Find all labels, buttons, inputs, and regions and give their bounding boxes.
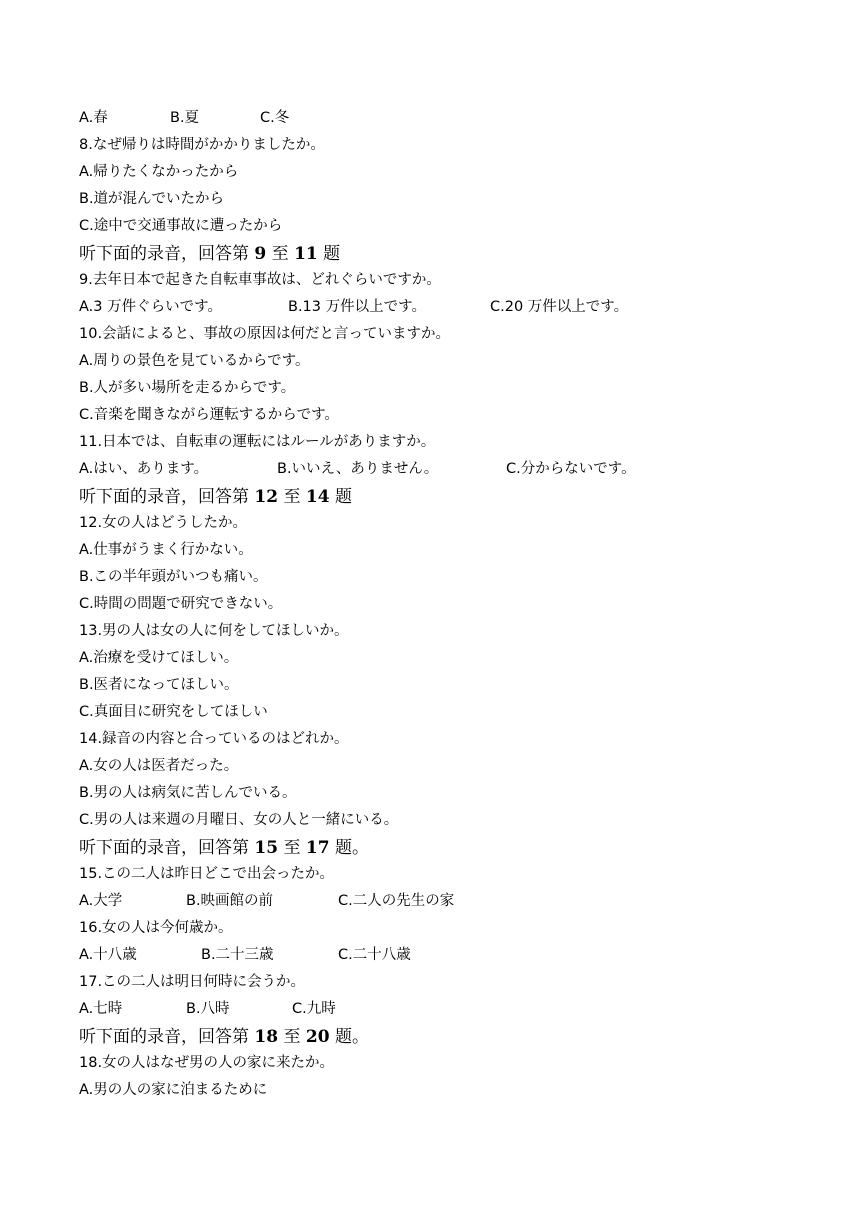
option-b: B.夏 (170, 110, 200, 126)
heading-text: 题 (323, 244, 341, 264)
heading-text: 听下面的录音，回答第 (79, 1027, 249, 1047)
heading-text: 至 (283, 1027, 301, 1047)
q13-option-a: A.治療を受けてほしい。 (79, 650, 239, 666)
question-17: 17.この二人は明日何時に会うか。 (79, 974, 306, 990)
option-b: B.二十三歳 (201, 947, 274, 963)
question-11: 11.日本では、自転車の運転にはルールがありますか。 (79, 434, 436, 450)
heading-text: 听下面的录音，回答第 (79, 487, 249, 507)
option-c: C.二人の先生の家 (338, 893, 455, 909)
heading-number-start: 9 (254, 244, 267, 264)
question-13: 13.男の人は女の人に何をしてほしいか。 (79, 623, 349, 639)
heading-text: 题。 (334, 838, 369, 858)
option-c: C.分からないです。 (506, 461, 636, 477)
q10-option-b: B.人が多い場所を走るからです。 (79, 380, 296, 396)
option-b: B.いいえ、ありません。 (277, 461, 439, 477)
heading-text: 听下面的录音，回答第 (79, 244, 249, 264)
option-c: C.20 万件以上です。 (490, 299, 629, 315)
q14-option-a: A.女の人は医者だった。 (79, 758, 239, 774)
option-b: B.13 万件以上です。 (288, 299, 426, 315)
q13-option-b: B.医者になってほしい。 (79, 677, 239, 693)
q8-option-c: C.途中で交通事故に遭ったから (79, 218, 283, 234)
q8-option-b: B.道が混んでいたから (79, 191, 225, 207)
q10-option-c: C.音楽を聞きながら運転するからです。 (79, 407, 339, 423)
q18-option-a: A.男の人の家に泊まるために (79, 1082, 268, 1098)
option-a: A.七時 (79, 1001, 123, 1017)
section-heading-12-14 (79, 487, 352, 508)
q12-option-a: A.仕事がうまく行かない。 (79, 542, 253, 558)
q13-option-c: C.真面目に研究をしてほしい (79, 704, 268, 720)
q12-option-b: B.この半年頭がいつも痛い。 (79, 569, 268, 585)
question-15: 15.この二人は昨日どこで出会ったか。 (79, 866, 335, 882)
heading-number-start: 15 (254, 838, 279, 858)
q14-option-b: B.男の人は病気に苦しんでいる。 (79, 785, 297, 801)
option-c: C.九時 (292, 1001, 336, 1017)
section-heading-18-20 (79, 1027, 369, 1048)
heading-text: 听下面的录音，回答第 (79, 838, 249, 858)
question-8: 8.なぜ帰りは時間がかかりましたか。 (79, 137, 325, 153)
option-a: A.3 万件ぐらいです。 (79, 299, 222, 315)
question-14: 14.録音の内容と合っているのはどれか。 (79, 731, 349, 747)
option-a: A.十八歳 (79, 947, 137, 963)
option-a: A.はい、あります。 (79, 461, 209, 477)
heading-text: 题 (334, 487, 352, 507)
heading-text: 至 (271, 244, 289, 264)
question-18: 18.女の人はなぜ男の人の家に来たか。 (79, 1055, 335, 1071)
q14-option-c: C.男の人は来週の月曜日、女の人と一緒にいる。 (79, 812, 399, 828)
question-9: 9.去年日本で起きた自転車事故は、どれぐらいですか。 (79, 272, 441, 288)
heading-number-start: 12 (254, 487, 279, 507)
q12-option-c: C.時間の問題で研究できない。 (79, 596, 283, 612)
heading-text: 题。 (334, 1027, 369, 1047)
section-heading-9-11 (79, 244, 340, 265)
heading-number-start: 18 (254, 1027, 279, 1047)
heading-number-end: 14 (305, 487, 330, 507)
option-c: C.二十八歳 (338, 947, 411, 963)
option-a: A.春 (79, 110, 108, 126)
section-heading-15-17 (79, 838, 369, 859)
option-b: B.映画館の前 (186, 893, 274, 909)
q8-option-a: A.帰りたくなかったから (79, 164, 239, 180)
question-10: 10.会話によると、事故の原因は何だと言っていますか。 (79, 326, 451, 342)
option-a: A.大学 (79, 893, 123, 909)
heading-number-end: 11 (294, 244, 318, 264)
heading-text: 至 (283, 838, 301, 858)
question-16: 16.女の人は今何歳か。 (79, 920, 233, 936)
heading-number-end: 20 (305, 1027, 330, 1047)
heading-text: 至 (283, 487, 301, 507)
heading-number-end: 17 (305, 838, 330, 858)
q10-option-a: A.周りの景色を見ているからです。 (79, 353, 310, 369)
question-12: 12.女の人はどうしたか。 (79, 515, 248, 531)
option-c: C.冬 (260, 110, 290, 126)
option-b: B.八時 (186, 1001, 230, 1017)
